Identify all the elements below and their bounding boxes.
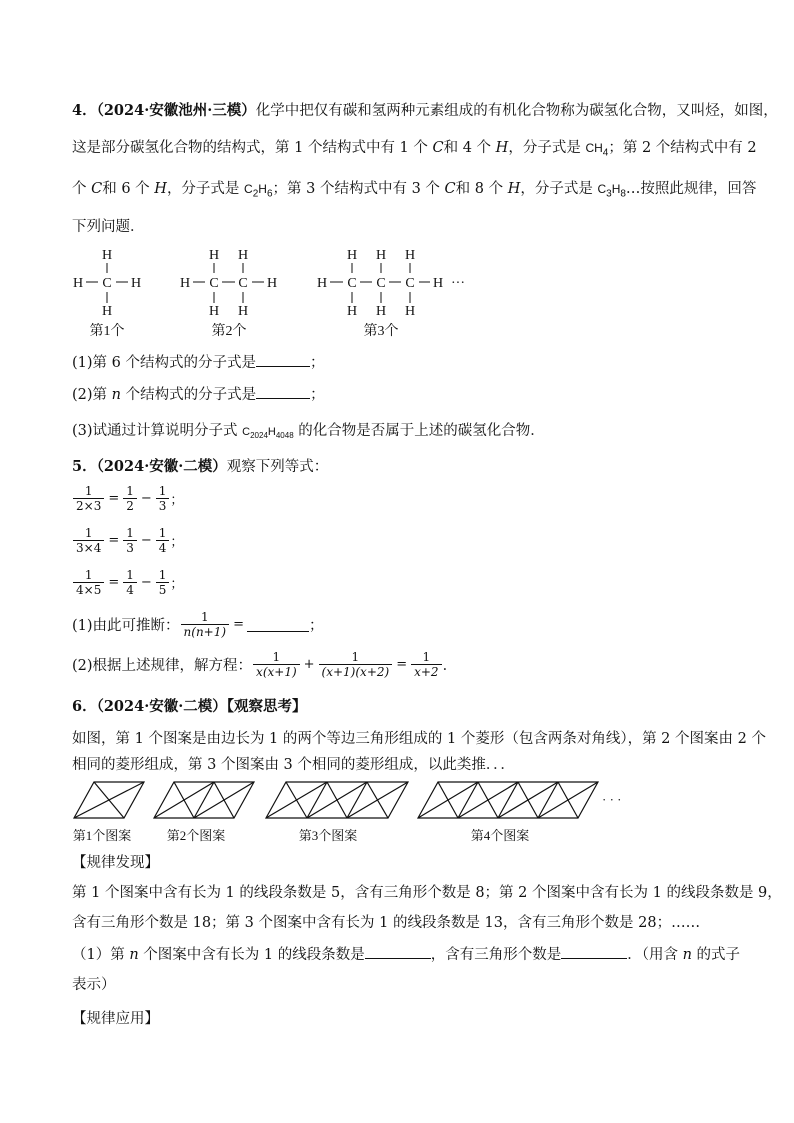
q5-text: 观察下列等式： <box>226 459 329 475</box>
q5-equation-1: $\frac{1}{2\times 3}$ = $\frac{1}{2}$ − $\frac{1}{3}$ ； <box>72 484 183 513</box>
numerator: 1 <box>319 650 393 665</box>
c2h6-s2: 6 <box>266 188 273 200</box>
var-h: H <box>507 181 521 197</box>
atom-h: H <box>346 248 358 263</box>
formula-c2024h4048 <box>242 426 294 441</box>
q6-q1-text-b: 个图案中含有长为 1 的线段条数是 <box>138 947 365 963</box>
atom-c: C <box>347 276 357 291</box>
q4-sub-1 <box>72 354 324 372</box>
atom-h: H <box>266 276 278 291</box>
var-n: n <box>129 947 139 963</box>
q5-source: （2024·安徽·二模） <box>96 458 227 475</box>
q6-question-1-cont: 表示） <box>72 977 116 993</box>
q4-sub2-text-b: 个结构式的分子式是 <box>121 387 257 403</box>
q4-line-3 <box>72 180 756 203</box>
answer-blank[interactable] <box>365 946 431 959</box>
fraction <box>73 484 104 513</box>
q4-line-2 <box>72 139 757 162</box>
var-c: C <box>432 140 444 156</box>
q4-text-3d: ；第 3 个结构式中有 3 个 <box>272 181 445 197</box>
denominator: 3 <box>126 541 134 555</box>
atom-h: H <box>432 276 444 291</box>
atom-h: H <box>375 304 387 319</box>
structure-label-1: 第1个 <box>89 324 125 339</box>
q6-number: 6． <box>72 698 97 715</box>
atom-c: C <box>102 276 112 291</box>
atom-c: C <box>209 276 219 291</box>
answer-blank[interactable] <box>256 354 310 367</box>
structure-label-3: 第3个 <box>363 324 399 339</box>
semicolon: ； <box>170 493 184 508</box>
rhombus-patterns <box>70 780 670 846</box>
numerator: 1 <box>123 526 137 541</box>
semicolon: ； <box>170 577 184 592</box>
q6-source: （2024·安徽·二模） <box>96 698 227 715</box>
pattern-1 <box>74 782 144 818</box>
q5-sub-1: (1)由此可推断： $\frac{1}{n(n+1)}$ = ； <box>72 610 324 639</box>
q4-sub-3 <box>72 422 545 445</box>
c3h8-h: H <box>611 182 621 196</box>
q4-sub2-text-a: (2)第 <box>72 387 112 403</box>
q4-sub-2 <box>72 386 325 404</box>
ch4-main: CH <box>585 141 603 155</box>
q4-line-4: 下列问题． <box>72 219 145 235</box>
pattern-4 <box>418 782 598 818</box>
fraction <box>156 484 170 513</box>
q4-text-2a: 这是部分碳氢化合物的结构式，第 1 个结构式中有 1 个 <box>72 140 433 156</box>
structure-label-2: 第2个 <box>211 324 247 339</box>
c3h8-c: C <box>597 182 607 196</box>
atom-h: H <box>101 248 113 263</box>
atom-h: H <box>237 304 249 319</box>
fraction <box>73 568 104 597</box>
atom-h: H <box>130 276 142 291</box>
fraction <box>181 610 230 639</box>
fraction <box>319 650 393 679</box>
q4-text-3f: ，分子式是 <box>520 181 598 197</box>
fraction <box>123 526 137 555</box>
q6-rule-2: 含有三角形个数是 18；第 3 个图案中含有长为 1 的线段条数是 13，含有三角形个数是 28；…… <box>72 915 701 931</box>
q4-text-3a: 个 <box>72 181 92 197</box>
atom-h: H <box>404 304 416 319</box>
q6-heading <box>72 698 307 716</box>
pattern-3 <box>266 782 408 818</box>
rule-discovery-title: 【规律发现】 <box>72 855 159 871</box>
denominator: 3 <box>158 499 167 513</box>
fraction <box>73 526 104 555</box>
atom-h: H <box>208 304 220 319</box>
atom-h: H <box>179 276 191 291</box>
atom-h: H <box>101 304 113 319</box>
c3h8-s1: 3 <box>606 188 612 200</box>
atom-c: C <box>405 276 415 291</box>
c2h6-h: H <box>258 182 267 196</box>
q4-text-2b: 和 4 个 <box>443 140 496 156</box>
formula-s1: 2024 <box>250 431 268 441</box>
numerator: 1 <box>156 526 170 541</box>
q4-sub2-end: ； <box>310 387 325 403</box>
var-c: C <box>444 181 456 197</box>
atom-c: C <box>376 276 386 291</box>
c2h6-c: C <box>244 182 253 196</box>
q4-text-3e: 和 8 个 <box>455 181 508 197</box>
ch4-sub: 4 <box>602 147 609 159</box>
q4-text-1: 化学中把仅有碳和氢两种元素组成的有机化合物称为碳氢化合物，又叫烃，如图， <box>255 103 778 119</box>
fraction <box>123 484 137 513</box>
denominator: 5 <box>158 583 167 597</box>
q6-tag: 【观察思考】 <box>226 698 307 715</box>
fraction <box>253 650 300 679</box>
q5-heading <box>72 458 328 476</box>
structural-formulas <box>66 242 486 342</box>
q5-sub-2: (2)根据上述规律，解方程： $\frac{1}{x(x+1)}$ + $\frac{1}{(x+1)(x+2)}$ = $\frac{1}{x+2}$ ． <box>72 650 458 679</box>
period: ． <box>442 658 458 674</box>
numerator: 1 <box>123 568 137 583</box>
numerator: 1 <box>411 650 441 665</box>
q4-sub1-text: (1)第 6 个结构式的分子式是 <box>72 355 256 371</box>
atom-h: H <box>237 248 249 263</box>
numerator: 1 <box>156 484 170 499</box>
q4-sub3-text-b: 的化合物是否属于上述的碳氢化合物． <box>293 423 545 439</box>
structure-3 <box>317 248 465 339</box>
numerator: 1 <box>73 526 104 541</box>
q6-question-1 <box>72 946 740 964</box>
rule-application-title: 【规律应用】 <box>72 1011 159 1027</box>
atom-h: H <box>72 276 84 291</box>
numerator: 1 <box>73 568 104 583</box>
fraction <box>156 526 170 555</box>
q4-text-2d: ；第 2 个结构式中有 2 <box>608 140 757 156</box>
denominator: 4 <box>126 583 134 597</box>
q6-para-2: 相同的菱形组成，第 3 个图案由 3 个相同的菱形组成，以此类推．．． <box>72 757 515 773</box>
q4-text-2c: ，分子式是 <box>508 140 586 156</box>
atom-h: H <box>404 248 416 263</box>
numerator: 1 <box>181 610 230 625</box>
q5-sub1-text: (1)由此可推断： <box>72 618 180 634</box>
denominator: 2×3 <box>76 499 102 513</box>
var-c: C <box>91 181 103 197</box>
denominator: 4×5 <box>76 583 102 597</box>
formula-ch4 <box>585 141 609 159</box>
numerator: 1 <box>73 484 104 499</box>
atom-h: H <box>346 304 358 319</box>
pattern-label-4: 第4个图案 <box>470 828 530 843</box>
var-h: H <box>495 140 509 156</box>
numerator: 1 <box>156 568 170 583</box>
ellipsis: ··· <box>451 276 465 291</box>
c2h6-s1: 2 <box>252 188 259 200</box>
atom-h: H <box>316 276 328 291</box>
q4-source: （2024·安徽池州·三模） <box>96 102 256 119</box>
continuation-dots: · · · <box>602 792 622 807</box>
answer-blank[interactable] <box>247 617 309 632</box>
denominator: x+2 <box>414 665 439 679</box>
c3h8-s2: 8 <box>620 188 626 200</box>
answer-blank[interactable] <box>256 386 310 399</box>
fraction <box>123 568 137 597</box>
pattern-2 <box>154 782 254 818</box>
q6-q1-text-c: ，含有三角形个数是 <box>430 947 562 963</box>
denominator: (x+1)(x+2) <box>321 665 390 679</box>
atom-c: C <box>238 276 248 291</box>
q4-sub3-text-a: (3)试通过计算说明分子式 <box>72 423 243 439</box>
var-h: H <box>154 181 167 197</box>
q4-text-3g: …按照此规律，回答 <box>625 181 757 197</box>
denominator: x(x+1) <box>256 665 297 679</box>
q4-line-1 <box>72 102 778 120</box>
formula-c3h8 <box>597 182 626 200</box>
formula-c: C <box>242 426 251 438</box>
q5-equation-2: $\frac{1}{3\times 4}$ = $\frac{1}{3}$ − $\frac{1}{4}$ ； <box>72 526 183 555</box>
pattern-label-3: 第3个图案 <box>298 828 358 843</box>
fraction <box>156 568 170 597</box>
semicolon: ； <box>308 618 324 634</box>
structure-1 <box>73 248 141 339</box>
numerator: 1 <box>123 484 137 499</box>
var-n: n <box>682 947 692 963</box>
formula-c2h6 <box>244 182 273 200</box>
q5-number: 5． <box>72 458 97 475</box>
q4-sub1-end: ； <box>309 355 325 371</box>
q5-sub2-text: (2)根据上述规律，解方程： <box>72 658 253 674</box>
q4-number: 4． <box>72 102 97 119</box>
q6-rule-1: 第 1 个图案中含有长为 1 的线段条数是 5，含有三角形个数是 8；第 2 个图案中含有长为 1 的线段条数是 9， <box>72 885 782 901</box>
fraction <box>411 650 441 679</box>
pattern-label-2: 第2个图案 <box>166 828 226 843</box>
var-n: n <box>111 387 121 403</box>
atom-h: H <box>208 248 220 263</box>
q6-q1-text-a: （1）第 <box>72 947 130 963</box>
formula-h: H <box>267 426 276 438</box>
atom-h: H <box>375 248 387 263</box>
structure-2 <box>180 248 277 339</box>
denominator: 4 <box>158 541 167 555</box>
denominator: 3×4 <box>76 541 102 555</box>
denominator: n(n+1) <box>183 625 227 639</box>
formula-s2: 4048 <box>275 431 294 441</box>
numerator: 1 <box>253 650 300 665</box>
q5-equation-3: $\frac{1}{4\times 5}$ = $\frac{1}{4}$ − $\frac{1}{5}$ ； <box>72 568 183 597</box>
denominator: 2 <box>126 499 134 513</box>
q4-text-3c: ，分子式是 <box>166 181 245 197</box>
q4-text-3b: 和 6 个 <box>102 181 155 197</box>
q6-para-1: 如图，第 1 个图案是由边长为 1 的两个等边三角形组成的 1 个菱形（包含两条对角线），第 2 个图案由 2 个 <box>72 731 766 747</box>
semicolon: ； <box>170 535 184 550</box>
q6-q1-text-d: ．（用含 <box>627 947 683 963</box>
answer-blank[interactable] <box>561 946 627 959</box>
pattern-label-1: 第1个图案 <box>72 828 132 843</box>
q6-q1-text-e: 的式子 <box>691 947 741 963</box>
